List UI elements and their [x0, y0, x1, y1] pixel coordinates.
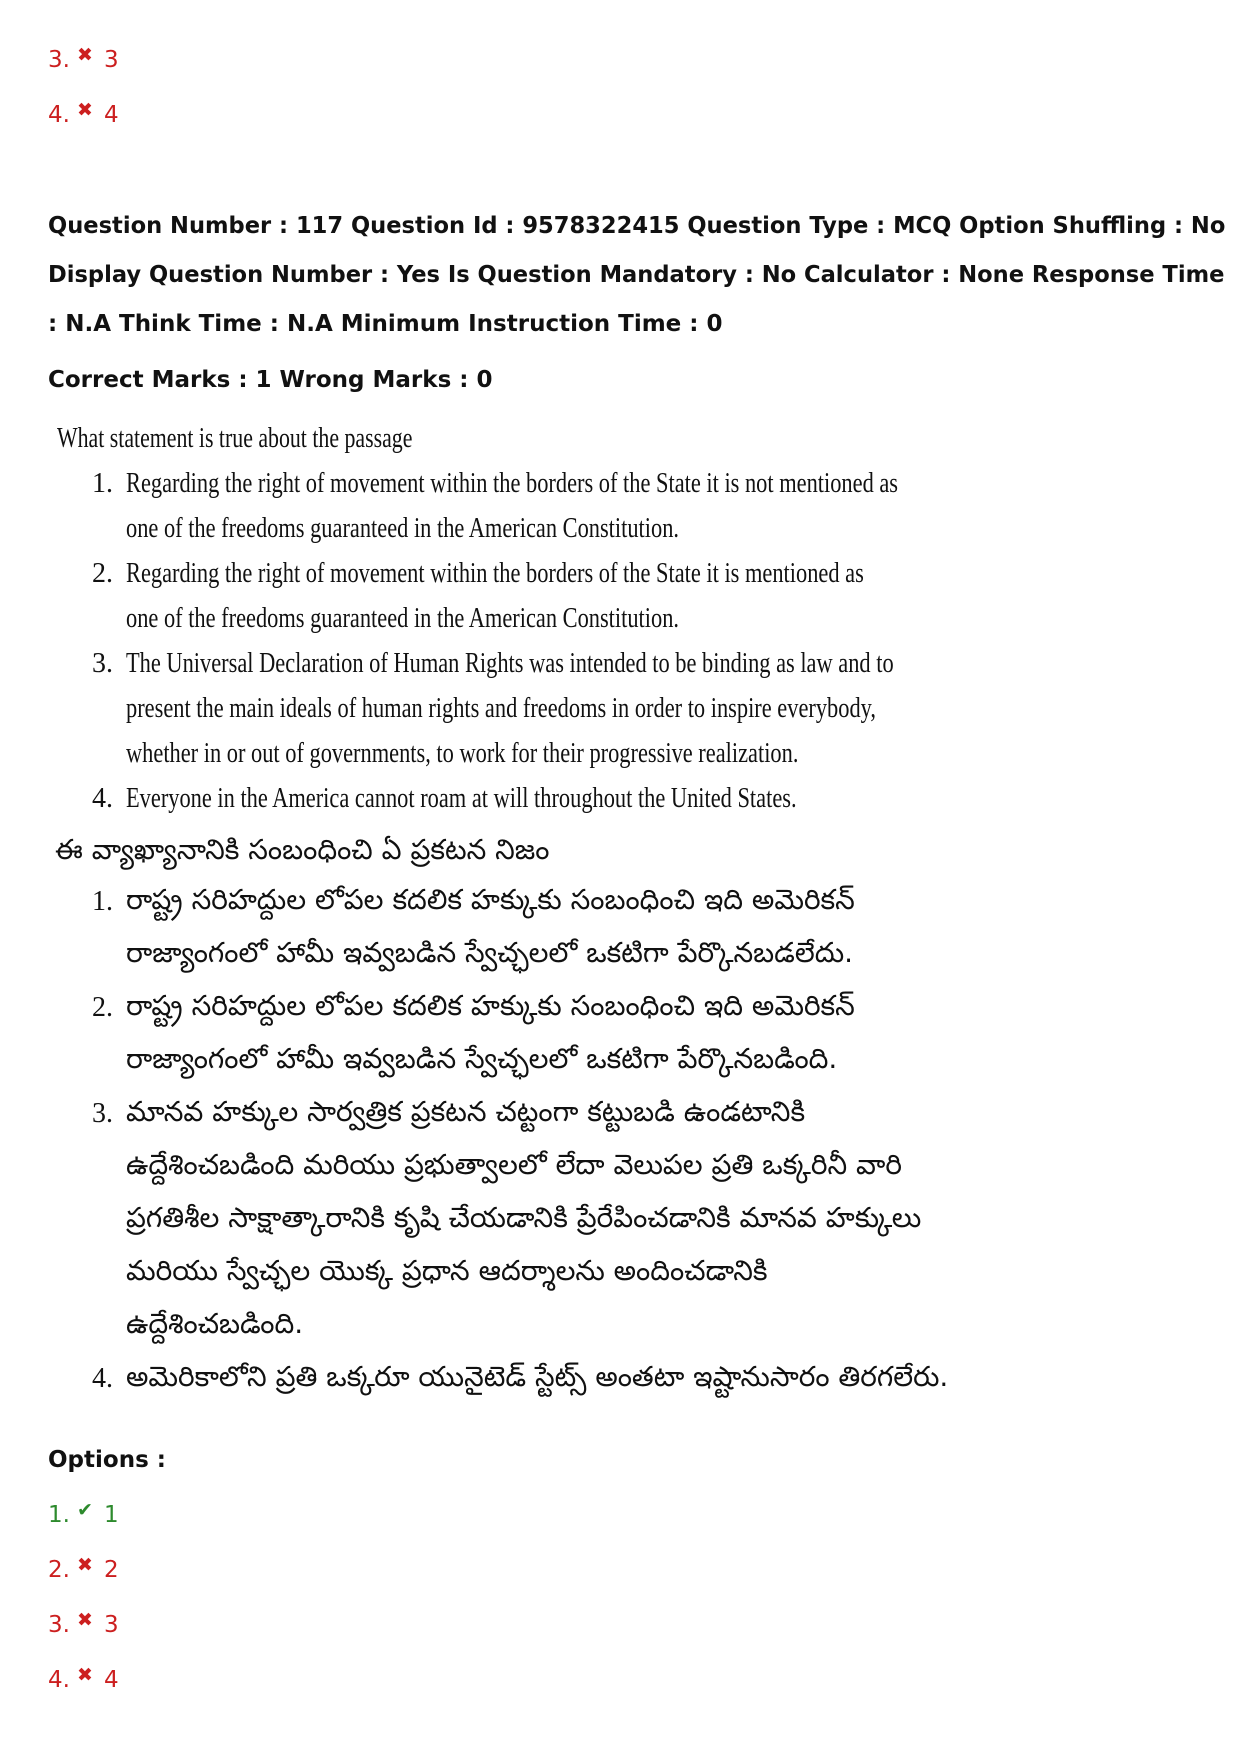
option-number: 3.: [48, 47, 70, 73]
option-row: [48, 1666, 119, 1695]
option-value: 1: [103, 1502, 119, 1528]
option-value: 4: [103, 1667, 119, 1693]
item-number: 3.: [92, 1098, 113, 1129]
item-line: ప్రగతిశీల సాక్షాత్కారానికి కృషి చేయడానికి ప్రేరేపించడానికి మానవ హక్కులు: [126, 1201, 922, 1234]
item-number: 4.: [92, 1363, 113, 1394]
item-line: ఉద్దేశించబడింది.: [126, 1307, 304, 1340]
item-line: Everyone in the America cannot roam at will throughout the United States.: [126, 783, 797, 814]
option-row: [48, 101, 119, 130]
option-value: 2: [103, 1557, 119, 1583]
item-line: రాష్ట్ర సరిహద్దుల లోపల కదలిక హక్కుకు సంబంధించి ఇది అమెరికన్: [126, 989, 855, 1022]
cross-icon: ✖: [76, 99, 93, 121]
item-number: 3.: [92, 648, 113, 679]
item-line: అమెరికాలోని ప్రతి ఒక్కరూ యునైటెడ్ స్టేట్స్ అంతటా ఇష్టానుసారం తిరగలేరు.: [126, 1360, 949, 1393]
item-line: Regarding the right of movement within the borders of the State it is not mentioned as: [126, 468, 899, 499]
marks-line: Correct Marks : 1 Wrong Marks : 0: [48, 367, 493, 393]
item-line: whether in or out of governments, to work for their progressive realization.: [126, 738, 799, 769]
question-stem: ఈ వ్యాఖ్యానానికి సంబంధించి ఏ ప్రకటన నిజం: [55, 833, 550, 866]
option-row: [48, 46, 119, 75]
item-line: రాజ్యాంగంలో హామీ ఇవ్వబడిన స్వేచ్ఛలలో ఒకటిగా పేర్కొనబడింది.: [126, 1042, 838, 1075]
option-number: 2.: [48, 1557, 70, 1583]
cross-icon: ✖: [76, 1554, 93, 1576]
item-line: one of the freedoms guaranteed in the American Constitution.: [126, 603, 679, 634]
item-line: present the main ideals of human rights and freedoms in order to inspire everybody,: [126, 693, 876, 724]
option-value: 3: [103, 1612, 119, 1638]
cross-icon: ✖: [76, 1664, 93, 1686]
item-line: ఉద్దేశించబడింది మరియు ప్రభుత్వాలలో లేదా వెలుపల ప్రతి ఒక్కరినీ వారి: [126, 1148, 902, 1181]
question-stem: What statement is true about the passage: [57, 423, 413, 454]
item-number: 2.: [92, 992, 113, 1023]
question-meta-line: : N.A Think Time : N.A Minimum Instruction Time : 0: [48, 311, 723, 337]
check-icon: ✔: [76, 1499, 93, 1521]
option-number: 4.: [48, 1667, 70, 1693]
option-value: 4: [103, 102, 119, 128]
item-line: రాష్ట్ర సరిహద్దుల లోపల కదలిక హక్కుకు సంబంధించి ఇది అమెరికన్: [126, 883, 855, 916]
item-number: 1.: [92, 468, 113, 499]
question-meta-line: Display Question Number : Yes Is Question Mandatory : No Calculator : None Response Time: [48, 262, 1225, 288]
item-line: Regarding the right of movement within the borders of the State it is mentioned as: [126, 558, 864, 589]
option-row: [48, 1611, 119, 1640]
item-line: రాజ్యాంగంలో హామీ ఇవ్వబడిన స్వేచ్ఛలలో ఒకటిగా పేర్కొనబడలేదు.: [126, 936, 854, 969]
cross-icon: ✖: [76, 1609, 93, 1631]
item-line: మానవ హక్కుల సార్వత్రిక ప్రకటన చట్టంగా కట్టుబడి ఉండటానికి: [126, 1095, 806, 1128]
option-value: 3: [103, 47, 119, 73]
item-line: one of the freedoms guaranteed in the American Constitution.: [126, 513, 679, 544]
option-number: 3.: [48, 1612, 70, 1638]
item-number: 2.: [92, 558, 113, 589]
question-meta-line: Question Number : 117 Question Id : 9578322415 Question Type : MCQ Option Shuffling : No: [48, 213, 1226, 239]
item-number: 1.: [92, 886, 113, 917]
cross-icon: ✖: [76, 44, 93, 66]
option-row: [48, 1501, 119, 1530]
option-row: [48, 1556, 119, 1585]
item-number: 4.: [92, 783, 113, 814]
item-line: The Universal Declaration of Human Rights was intended to be binding as law and to: [126, 648, 894, 679]
option-number: 4.: [48, 102, 70, 128]
options-heading: Options :: [48, 1447, 166, 1473]
option-number: 1.: [48, 1502, 70, 1528]
item-line: మరియు స్వేచ్ఛల యొక్క ప్రధాన ఆదర్శాలను అందించడానికి: [126, 1254, 768, 1287]
